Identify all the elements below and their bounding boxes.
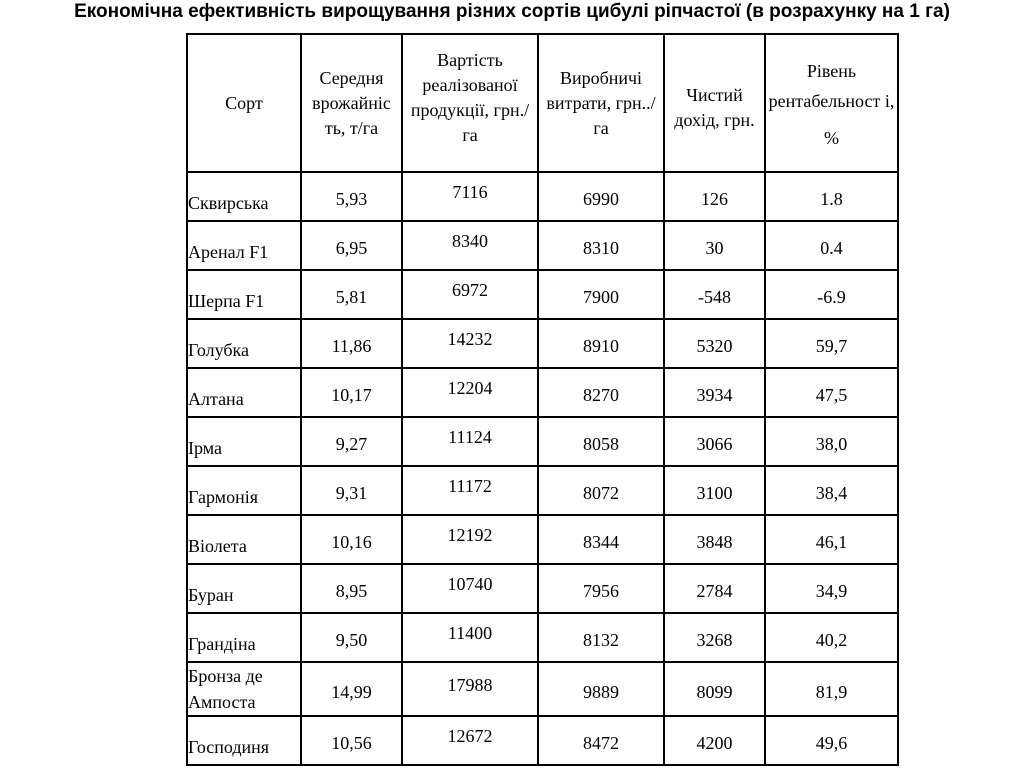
cell-variety: Шерпа F1 xyxy=(187,270,301,319)
table-row xyxy=(187,172,898,221)
table-row xyxy=(187,368,898,417)
cell-income: 30 xyxy=(664,221,765,270)
cell-income: 5320 xyxy=(664,319,765,368)
cell-profitability: 59,7 xyxy=(765,319,898,368)
cell-income: -548 xyxy=(664,270,765,319)
cell-variety: Алтана xyxy=(187,368,301,417)
cell-income: 2784 xyxy=(664,564,765,613)
table-row xyxy=(187,417,898,466)
cell-income: 3268 xyxy=(664,613,765,662)
cell-yield: 9,31 xyxy=(301,466,402,515)
cell-value: 12672 xyxy=(402,716,538,765)
cell-profitability: 38,0 xyxy=(765,417,898,466)
cell-value: 6972 xyxy=(402,270,538,319)
table-row xyxy=(187,270,898,319)
cell-value: 12204 xyxy=(402,368,538,417)
cell-profitability: 0.4 xyxy=(765,221,898,270)
cell-profitability: 38,4 xyxy=(765,466,898,515)
table-row xyxy=(187,466,898,515)
cell-costs: 7956 xyxy=(538,564,664,613)
header-profitability-level: Рівень рентабельност і, % xyxy=(765,34,898,172)
cell-variety: Грандіна xyxy=(187,613,301,662)
cell-income: 8099 xyxy=(664,662,765,716)
cell-costs: 8072 xyxy=(538,466,664,515)
cell-profitability: 46,1 xyxy=(765,515,898,564)
cell-variety: Бронза де Ампоста xyxy=(187,662,301,716)
cell-costs: 6990 xyxy=(538,172,664,221)
table-body xyxy=(187,172,898,765)
cell-profitability: 81,9 xyxy=(765,662,898,716)
cell-value: 10740 xyxy=(402,564,538,613)
economic-efficiency-table xyxy=(186,33,899,766)
cell-variety: Голубка xyxy=(187,319,301,368)
cell-value: 11172 xyxy=(402,466,538,515)
table-row xyxy=(187,716,898,765)
cell-yield: 6,95 xyxy=(301,221,402,270)
cell-variety: Господиня xyxy=(187,716,301,765)
cell-variety: Сквирська xyxy=(187,172,301,221)
table-row xyxy=(187,319,898,368)
cell-yield: 5,81 xyxy=(301,270,402,319)
cell-profitability: 49,6 xyxy=(765,716,898,765)
cell-yield: 11,86 xyxy=(301,319,402,368)
cell-yield: 8,95 xyxy=(301,564,402,613)
cell-profitability: -6.9 xyxy=(765,270,898,319)
table-row xyxy=(187,221,898,270)
table-row xyxy=(187,564,898,613)
header-net-income: Чистий дохід, грн. xyxy=(664,34,765,172)
cell-yield: 5,93 xyxy=(301,172,402,221)
cell-costs: 8058 xyxy=(538,417,664,466)
cell-income: 3934 xyxy=(664,368,765,417)
cell-variety: Аренал F1 xyxy=(187,221,301,270)
cell-value: 17988 xyxy=(402,662,538,716)
cell-income: 126 xyxy=(664,172,765,221)
header-percent-unit: % xyxy=(824,127,839,148)
cell-costs: 8270 xyxy=(538,368,664,417)
cell-value: 8340 xyxy=(402,221,538,270)
header-production-costs: Виробничі витрати, грн../га xyxy=(538,34,664,172)
cell-variety: Гармонія xyxy=(187,466,301,515)
cell-profitability: 1.8 xyxy=(765,172,898,221)
cell-yield: 14,99 xyxy=(301,662,402,716)
cell-yield: 10,17 xyxy=(301,368,402,417)
cell-income: 3848 xyxy=(664,515,765,564)
cell-value: 12192 xyxy=(402,515,538,564)
table-row xyxy=(187,613,898,662)
cell-costs: 8472 xyxy=(538,716,664,765)
cell-costs: 8910 xyxy=(538,319,664,368)
table-row xyxy=(187,515,898,564)
cell-yield: 9,50 xyxy=(301,613,402,662)
cell-costs: 7900 xyxy=(538,270,664,319)
header-product-value: Вартість реалізованої продукції, грн./га xyxy=(402,34,538,172)
page-title: Економічна ефективність вирощування різних сортів цибулі ріпчастої (в розрахунку на 1 га) xyxy=(74,1,950,22)
cell-variety: Віолета xyxy=(187,515,301,564)
table-row xyxy=(187,662,898,716)
cell-yield: 10,16 xyxy=(301,515,402,564)
cell-yield: 9,27 xyxy=(301,417,402,466)
cell-value: 11400 xyxy=(402,613,538,662)
cell-profitability: 47,5 xyxy=(765,368,898,417)
header-variety: Сорт xyxy=(187,34,301,172)
cell-costs: 9889 xyxy=(538,662,664,716)
cell-profitability: 40,2 xyxy=(765,613,898,662)
cell-costs: 8132 xyxy=(538,613,664,662)
header-average-yield: Середня врожайніс ть, т/га xyxy=(301,34,402,172)
cell-value: 11124 xyxy=(402,417,538,466)
cell-value: 7116 xyxy=(402,172,538,221)
cell-variety: Буран xyxy=(187,564,301,613)
cell-costs: 8344 xyxy=(538,515,664,564)
cell-income: 3100 xyxy=(664,466,765,515)
cell-profitability: 34,9 xyxy=(765,564,898,613)
cell-income: 4200 xyxy=(664,716,765,765)
cell-income: 3066 xyxy=(664,417,765,466)
cell-yield: 10,56 xyxy=(301,716,402,765)
cell-value: 14232 xyxy=(402,319,538,368)
cell-variety: Ірма xyxy=(187,417,301,466)
table-header-row xyxy=(187,34,898,172)
cell-costs: 8310 xyxy=(538,221,664,270)
